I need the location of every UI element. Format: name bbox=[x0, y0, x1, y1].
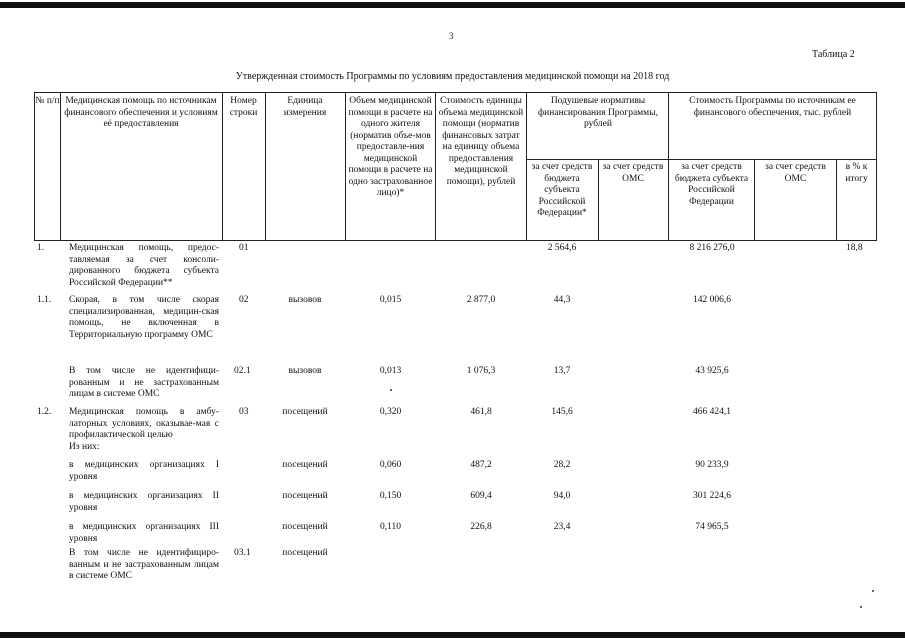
row-prog-budget: 74 965,5 bbox=[695, 522, 729, 532]
header-percapita-oms: за счет средств ОМС bbox=[602, 162, 664, 184]
row-volume: 0,015 bbox=[379, 295, 402, 305]
row-unit: вызовов bbox=[288, 295, 322, 305]
header-program-group: Стоимость Программы по источникам ее финансового обеспечения, тыс. рублей bbox=[689, 96, 856, 118]
header-unit: Единица измерения bbox=[283, 96, 327, 118]
row-name-extra: Из них: bbox=[69, 442, 100, 452]
row-cost: 461,8 bbox=[470, 407, 492, 417]
row-unit: посещений bbox=[282, 548, 328, 558]
row-prog-budget: 466 424,1 bbox=[693, 407, 731, 417]
page-number: 3 bbox=[449, 31, 454, 41]
row-pct: 18,8 bbox=[846, 243, 863, 253]
row-volume: 0,110 bbox=[379, 522, 402, 532]
row-cost: 1 076,3 bbox=[466, 366, 496, 376]
row-pc-budget: 94,0 bbox=[553, 491, 571, 501]
row-cost: 609,4 bbox=[470, 491, 492, 501]
row-unit: посещений bbox=[282, 491, 328, 501]
row-volume: 0,013 bbox=[379, 366, 402, 376]
row-num: 1.2. bbox=[37, 407, 52, 417]
row-name: В том числе не идентифициро-ванным и не застрахованным лицам в системе ОМС bbox=[69, 548, 219, 581]
row-volume: 0,150 bbox=[379, 491, 402, 501]
header-program-budget: за счет средств бюджета субъекта Российской Федерации bbox=[674, 162, 749, 207]
header-care: Медицинская помощь по источникам финансового обеспечения и условиям её предоставления bbox=[64, 96, 218, 129]
row-line: 02.1 bbox=[234, 366, 251, 376]
header-volume: Объем медицинской помощи в расчете на одного жителя (норматив объе-мов предоставле-ния медицинской помощи в расчете на одно застрахованное лицо)* bbox=[348, 96, 433, 198]
row-cost: 487,2 bbox=[470, 460, 492, 470]
header-percapita-budget: за счет средств бюджета субъекта Российской Федерации* bbox=[531, 162, 593, 218]
row-line: 01 bbox=[239, 243, 249, 253]
header-cost: Стоимость единицы объема медицинской помощи (норматив финансовых затрат на единицу объема предоставления медицинской помощи), рублей bbox=[438, 96, 524, 187]
row-pc-budget: 13,7 bbox=[553, 366, 571, 376]
row-unit: посещений bbox=[282, 460, 328, 470]
row-name: Медицинская помощь, предос-тавляемая за счет консоли-дированного бюджета субъекта Российской Федерации** bbox=[69, 243, 219, 288]
row-name: в медицинских организациях II уровня bbox=[69, 491, 219, 513]
row-prog-budget: 8 216 276,0 bbox=[689, 243, 735, 253]
row-pc-budget: 23,4 bbox=[553, 522, 571, 532]
row-volume: 0,320 bbox=[379, 407, 402, 417]
row-pc-budget: 145,6 bbox=[551, 407, 573, 417]
top-border bbox=[0, 2, 905, 8]
row-cost: 226,8 bbox=[470, 522, 492, 532]
row-pc-budget: 28,2 bbox=[553, 460, 571, 470]
row-pc-budget: 44,3 bbox=[553, 295, 571, 305]
row-volume: 0,060 bbox=[379, 460, 402, 470]
scan-speck bbox=[860, 606, 862, 608]
bottom-border bbox=[0, 632, 905, 638]
row-num: 1. bbox=[37, 243, 45, 253]
header-program-oms: за счет средств ОМС bbox=[765, 162, 826, 184]
row-unit: вызовов bbox=[288, 366, 322, 376]
header-percapita-group: Подушевые нормативы финансирования Программы, рублей bbox=[538, 96, 658, 129]
row-unit: посещений bbox=[282, 407, 328, 417]
scan-speck bbox=[872, 590, 874, 592]
row-line: 03 bbox=[239, 407, 249, 417]
row-line: 02 bbox=[239, 295, 249, 305]
scan-speck bbox=[390, 389, 392, 391]
row-line: 03.1 bbox=[234, 548, 251, 558]
row-prog-budget: 43 925,6 bbox=[695, 366, 729, 376]
row-name: Медицинская помощь в амбу-латорных условиях, оказывае-мая с профилактической целью bbox=[69, 407, 219, 440]
row-prog-budget: 90 233,9 bbox=[695, 460, 729, 470]
row-name: в медицинских организациях I уровня bbox=[69, 460, 219, 482]
row-prog-budget: 142 006,6 bbox=[693, 295, 731, 305]
row-unit: посещений bbox=[282, 522, 328, 532]
header-num: № п/п bbox=[35, 96, 60, 106]
document-title: Утвержденная стоимость Программы по условиям предоставления медицинской помощи на 2018 год bbox=[235, 71, 670, 82]
header-program-pct: в % к итогу bbox=[845, 162, 868, 184]
header-line: Номер строки bbox=[229, 96, 258, 118]
table-number: Таблица 2 bbox=[812, 49, 855, 60]
row-name: В том числе не идентифици-рованным и не застрахованным лицам в системе ОМС bbox=[69, 366, 219, 399]
row-prog-budget: 301 224,6 bbox=[693, 491, 731, 501]
row-pc-budget: 2 564,6 bbox=[547, 243, 577, 253]
row-name: Скорая, в том числе скорая специализированная, медицин-ская помощь, не включенная в Территориальную программу ОМС bbox=[69, 295, 219, 340]
row-name: в медицинских организациях III уровня bbox=[69, 522, 219, 544]
row-num: 1.1. bbox=[37, 295, 52, 305]
row-cost: 2 877,0 bbox=[466, 295, 496, 305]
